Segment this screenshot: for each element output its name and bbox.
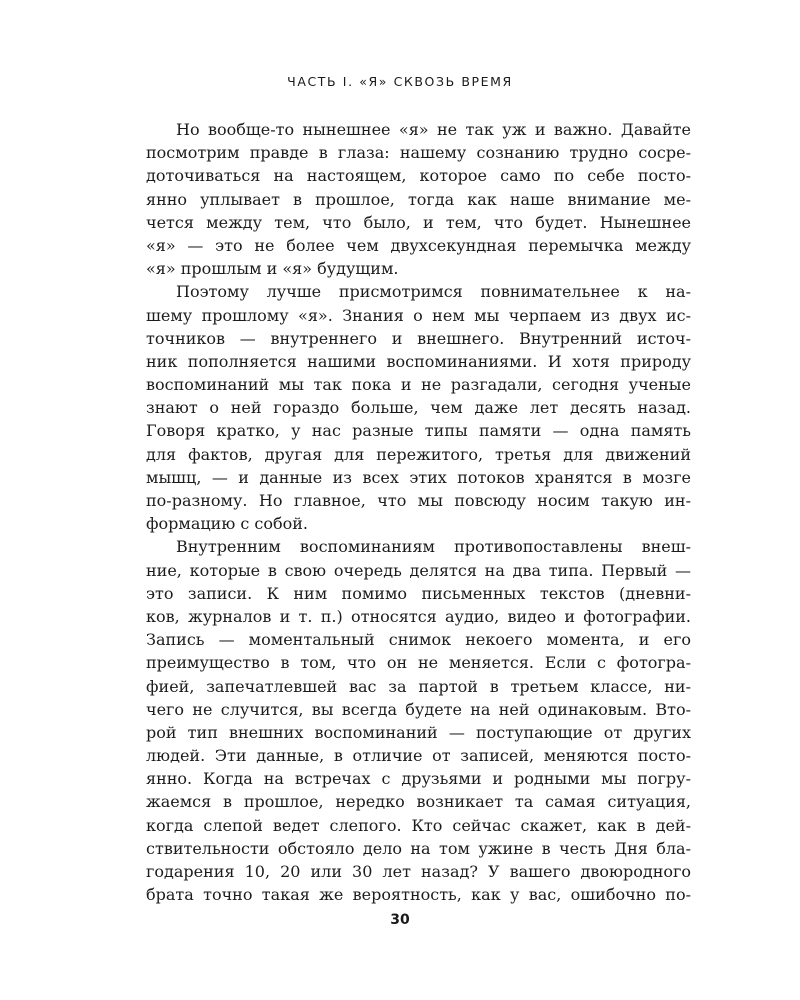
text-line: мышц, — и данные из всех этих потоков хранятся в мозге — [146, 467, 691, 487]
text-line: по-разному. Но главное, что мы повсюду носим такую ин- — [146, 491, 691, 510]
text-line: шему прошлому «я». Знания о нем мы черпаем из двух ис- — [146, 305, 691, 325]
text-line: Запись — моментальный снимок некоего момента, и его — [146, 630, 691, 650]
text-line: доточиваться на настоящем, которое само по себе посто- — [146, 166, 691, 186]
text-line: «я» прошлым и «я» будущим. — [146, 259, 399, 279]
text-line: янно. Когда на встречах с друзьями и родными мы погру- — [146, 769, 691, 789]
text-line: это записи. К ним помимо письменных текстов (дневни- — [146, 583, 691, 603]
running-head: ЧАСТЬ I. «Я» СКВОЗЬ ВРЕМЯ — [287, 74, 513, 89]
text-line: янно уплывает в прошлое, тогда как наше внимание ме- — [146, 189, 691, 209]
text-line: когда слепой ведет слепого. Кто сейчас скажет, как в дей- — [146, 815, 691, 835]
text-line: ние, которые в свою очередь делятся на два типа. Первый — — [146, 560, 691, 580]
text-line: жаемся в прошлое, нередко возникает та самая ситуация, — [146, 792, 691, 812]
text-line: точников — внутреннего и внешнего. Внутренний источ- — [146, 328, 691, 348]
text-line: Говоря кратко, у нас разные типы памяти — одна память — [146, 421, 691, 441]
text-line: годарения 10, 20 или 30 лет назад? У вашего двоюродного — [146, 862, 691, 881]
text-line: чего не случится, вы всегда будете на ней одинаковым. Вто- — [146, 699, 691, 719]
text-line: преимущество в том, что он не меняется. Если с фотогра- — [146, 653, 691, 673]
page-number: 30 — [390, 912, 410, 928]
text-line: рой тип внешних воспоминаний — поступающие от других — [146, 722, 691, 742]
text-line: фией, запечатлевшей вас за партой в третьем классе, ни- — [146, 676, 691, 696]
text-line: Внутренним воспоминаниям противопоставлены внеш- — [176, 537, 691, 557]
text-line: людей. Эти данные, в отличие от записей, меняются посто- — [146, 746, 691, 766]
text-line: «я» — это не более чем двухсекундная перемычка между — [146, 235, 691, 255]
text-line: Но вообще-то нынешнее «я» не так уж и важно. Давайте — [176, 120, 691, 139]
text-line: ков, журналов и т. п.) относятся аудио, видео и фотографии. — [146, 606, 691, 626]
text-line: ствительности обстояло дело на том ужине в честь Дня бла- — [146, 838, 691, 858]
body-text — [146, 118, 691, 906]
text-line: Поэтому лучше присмотримся повнимательнее к на- — [176, 282, 691, 302]
text-line: воспоминаний мы так пока и не разгадали, сегодня ученые — [146, 375, 691, 395]
text-line: чется между тем, что было, и тем, что будет. Нынешнее — [146, 212, 691, 232]
text-line: брата точно такая же вероятность, как у вас, ошибочно по- — [146, 885, 691, 905]
text-line: знают о ней гораздо больше, чем даже лет десять назад. — [146, 398, 691, 418]
text-line: для фактов, другая для пережитого, третья для движений — [146, 444, 691, 464]
text-line: ник пополняется нашими воспоминаниями. И хотя природу — [146, 351, 691, 371]
text-line: посмотрим правде в глаза: нашему сознанию трудно сосре- — [146, 143, 691, 163]
text-line: формацию с собой. — [146, 514, 309, 534]
